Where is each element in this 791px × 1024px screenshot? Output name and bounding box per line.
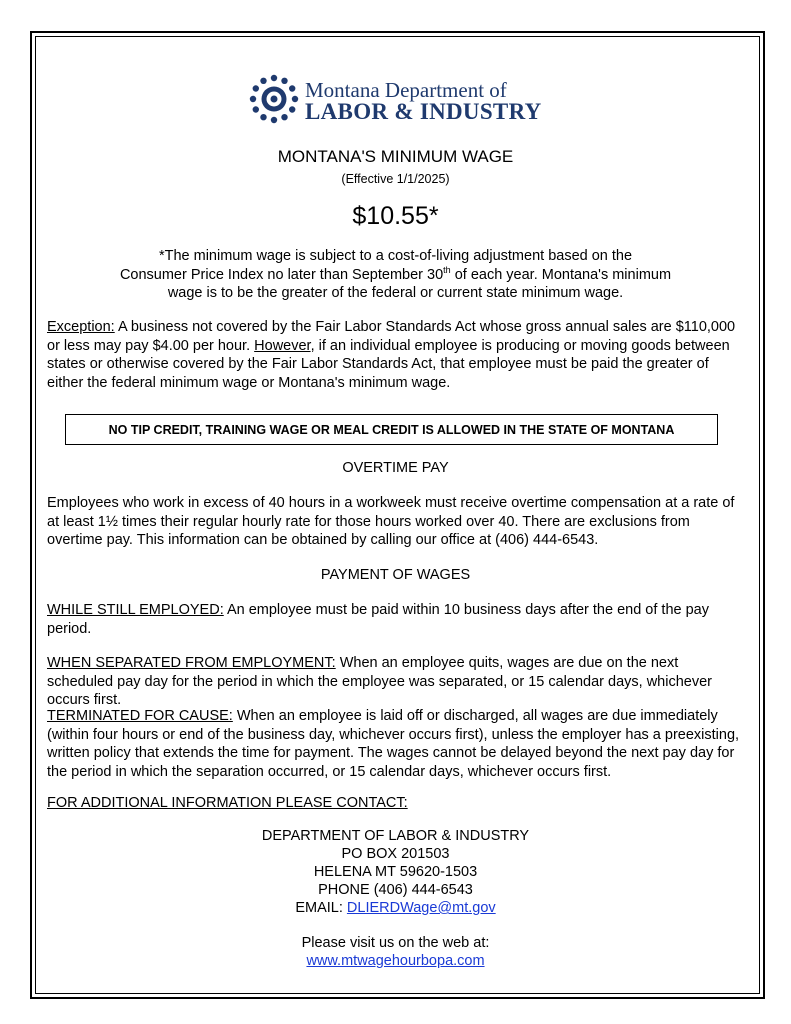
cola-note-line-2: Consumer Price Index no later than September 30th of each year. Montana's minimum [119,264,672,283]
contact-city: HELENA MT 59620-1503 [313,864,478,880]
gear-emblem-icon [248,73,300,125]
ordinal-suffix: th [443,264,451,275]
however-word: However [254,337,311,354]
payment-heading: PAYMENT OF WAGES [320,567,471,583]
minimum-wage-amount: $10.55* [352,202,439,230]
contact-department: DEPARTMENT OF LABOR & INDUSTRY [261,828,530,844]
no-tip-credit-notice: NO TIP CREDIT, TRAINING WAGE OR MEAL CREDIT IS ALLOWED IN THE STATE OF MONTANA [65,414,718,445]
email-link[interactable]: DLIERDWage@mt.gov [346,900,496,916]
logo-line-2: LABOR & INDUSTRY [305,99,542,124]
effective-date: (Effective 1/1/2025) [341,172,450,186]
still-employed-label: WHILE STILL EMPLOYED: [47,602,224,618]
logo-line-1: Montana Department of [305,78,507,102]
overtime-paragraph: Employees who work in excess of 40 hours in a workweek must receive overtime compensation at a rate of at least 1½ times their regular hourly rate for those hours worked over 40. There are exclusions from overtime pay. This information can be obtained by calling our office at (406) 444-6543. [47,495,735,548]
still-employed-paragraph: WHILE STILL EMPLOYED: An employee must be paid within 10 business days after the end of the pay period. [47,602,709,637]
terminated-label: TERMINATED FOR CAUSE: [47,708,233,724]
exception-label: Exception: [47,319,115,335]
separated-paragraph: WHEN SEPARATED FROM EMPLOYMENT: When an employee quits, wages are due on the next scheduled pay day for the period in which the employee was separated, or 15 calendar days, whichever occurs first. [47,655,712,708]
contact-block [40,827,751,917]
contact-phone: PHONE (406) 444-6543 [318,882,473,898]
contact-po-box: PO BOX 201503 [341,846,450,862]
cola-note-line-3: wage is to be the greater of the federal or current state minimum wage. [167,285,624,301]
cola-note-line-1: *The minimum wage is subject to a cost-of-living adjustment based on the [158,248,633,264]
website-link[interactable]: www.mtwagehourbopa.com [306,953,485,969]
contact-email: EMAIL: DLIERDWage@mt.gov [295,900,496,916]
contact-heading: FOR ADDITIONAL INFORMATION PLEASE CONTACT: [47,795,408,811]
page-title: MONTANA'S MINIMUM WAGE [277,147,514,166]
overtime-heading: OVERTIME PAY [342,460,449,476]
exception-paragraph: Exception: A business not covered by the Fair Labor Standards Act whose gross annual sales are $110,000 or less may pay $4.00 per hour. However, if an individual employee is producing or moving goods between states or otherwise covered by the Fair Labor Standards Act, that employee must be paid the greater of either the federal minimum wage or Montana's minimum wage. [47,319,736,391]
cola-note [40,247,751,303]
website-block [40,934,751,970]
separated-label: WHEN SEPARATED FROM EMPLOYMENT: [47,655,336,671]
website-prompt: Please visit us on the web at: [301,935,490,951]
terminated-paragraph: TERMINATED FOR CAUSE: When an employee is laid off or discharged, all wages are due immediately (within four hours or end of the business day, whichever occurs first), unless the employer has a preexisting, written policy that extends the time for payment. The wages cannot be delayed beyond the next pay day for the period in which the separation occurred, or 15 calendar days, whichever occurs first. [47,708,740,780]
